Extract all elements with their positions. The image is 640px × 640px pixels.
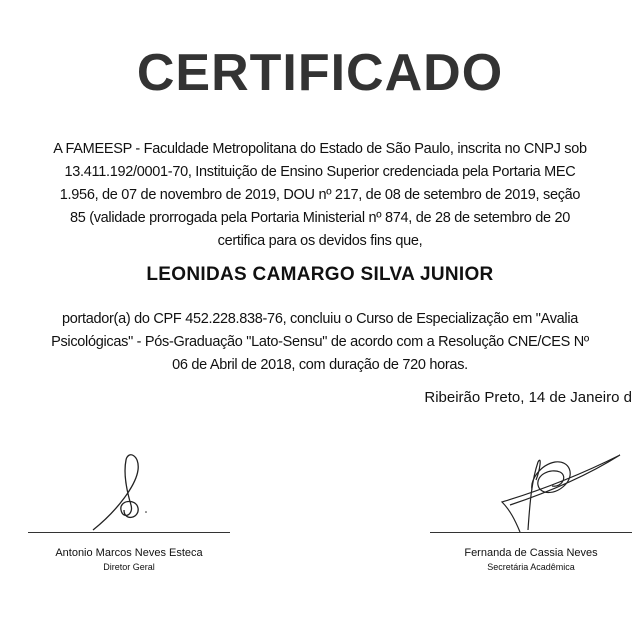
- signer-role: Diretor Geral: [103, 562, 155, 572]
- signature-block-secretary: [430, 450, 632, 580]
- course-paragraph: [8, 308, 632, 377]
- signer-name: Fernanda de Cassia Neves: [464, 547, 598, 559]
- text-line: certifica para os devidos fins que,: [217, 233, 423, 249]
- signature-block-director: [28, 450, 230, 580]
- text-line: 06 de Abril de 2018, com duração de 720 horas.: [172, 357, 468, 373]
- text-line: 85 (validade prorrogada pela Portaria Ministerial nº 874, de 28 de setembro de 20: [69, 210, 571, 226]
- text-line: 1.956, de 07 de novembro de 2019, DOU nº 217, de 08 de setembro de 2019, seção: [59, 187, 581, 203]
- text-line: A FAMEESP - Faculdade Metropolitana do Estado de São Paulo, inscrita no CNPJ sob: [53, 141, 587, 157]
- signer-name: Antonio Marcos Neves Esteca: [55, 547, 203, 559]
- place-date: Ribeirão Preto, 14 de Janeiro d: [424, 389, 632, 406]
- certificate-title: CERTIFICADO: [136, 44, 504, 102]
- text-line: 13.411.192/0001-70, Instituição de Ensino Superior credenciada pela Portaria MEC: [64, 164, 576, 180]
- institution-paragraph: [8, 138, 632, 253]
- recipient-name: LEONIDAS CAMARGO SILVA JUNIOR: [146, 264, 494, 285]
- text-line: Psicológicas" - Pós-Graduação "Lato-Sensu" de acordo com a Resolução CNE/CES Nº: [51, 334, 589, 350]
- text-line: portador(a) do CPF 452.228.838-76, concluiu o Curso de Especialização em "Avalia: [61, 311, 579, 327]
- handwritten-signature-icon: [28, 450, 230, 535]
- signature-line: [430, 532, 632, 533]
- signature-line: [28, 532, 230, 533]
- signer-role: Secretária Acadêmica: [487, 562, 575, 572]
- handwritten-signature-icon: [430, 450, 632, 535]
